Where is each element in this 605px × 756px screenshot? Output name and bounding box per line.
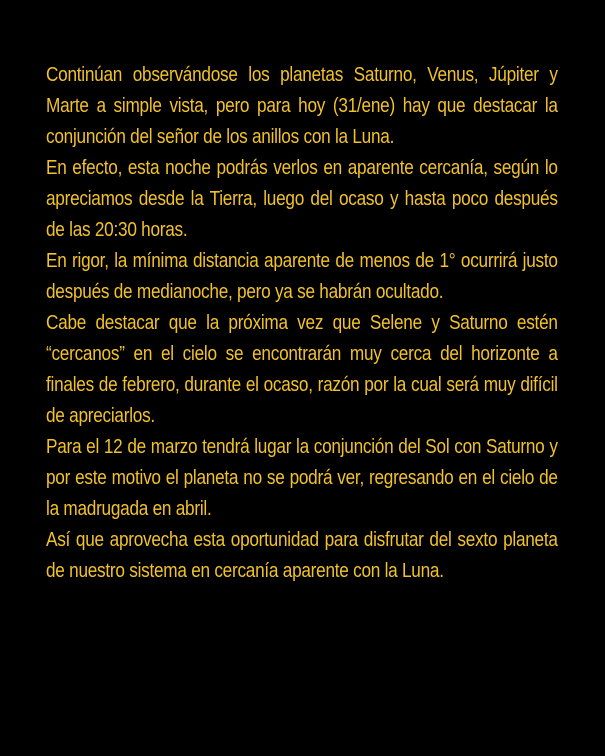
paragraph-next-conjunction: Cabe destacar que la próxima vez que Selene y Saturno estén “cercanos” en el cielo se encontrarán muy cerca del horizonte a finales de febrero, durante el ocaso, razón por la cual será muy difícil de apreciarlos. bbox=[46, 312, 558, 427]
paragraph-minimum-distance: En rigor, la mínima distancia aparente de menos de 1° ocurrirá justo después de medianoche, pero ya se habrán ocultado. bbox=[46, 250, 558, 303]
paragraph-closing: Así que aprovecha esta oportunidad para disfrutar del sexto planeta de nuestro sistema en cercanía aparente con la Luna. bbox=[46, 529, 558, 582]
paragraph-sun-conjunction: Para el 12 de marzo tendrá lugar la conjunción del Sol con Saturno y por este motivo el planeta no se podrá ver, regresando en el cielo de la madrugada en abril. bbox=[46, 436, 558, 520]
paragraph-visibility: En efecto, esta noche podrás verlos en aparente cercanía, según lo apreciamos desde la Tierra, luego del ocaso y hasta poco después de las 20:30 horas. bbox=[46, 157, 558, 241]
paragraph-saturn-intro: Continúan observándose los planetas Saturno, Venus, Júpiter y Marte a simple vista, pero para hoy (31/ene) hay que destacar la conjunción del señor de los anillos con la Luna. bbox=[46, 64, 558, 148]
article-text bbox=[46, 60, 558, 587]
